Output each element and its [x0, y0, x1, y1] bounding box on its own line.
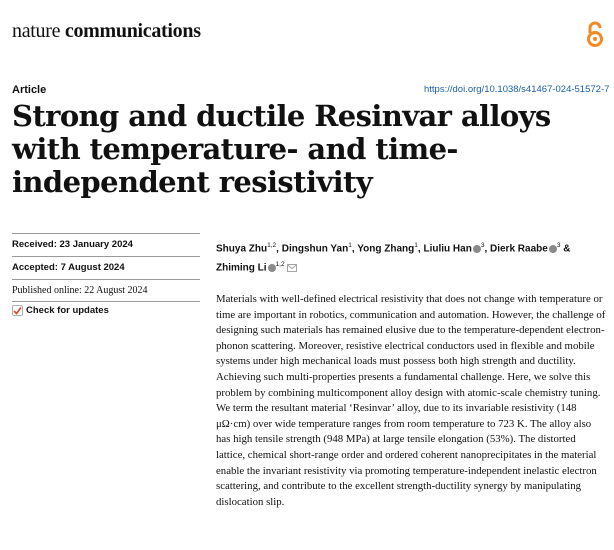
check-for-updates-link[interactable] — [12, 305, 109, 316]
envelope-icon[interactable] — [287, 264, 297, 272]
open-access-lock-icon — [585, 20, 605, 48]
divider — [12, 233, 200, 234]
journal-name-part2: communications — [64, 20, 201, 42]
check-for-updates-icon — [12, 305, 23, 316]
received-date: Received: 23 January 2024 — [12, 239, 133, 250]
orcid-icon[interactable] — [268, 264, 276, 272]
author-separator: , — [351, 243, 355, 255]
divider — [12, 279, 200, 280]
author-affiliation: 1 — [348, 242, 352, 249]
author-separator: , — [484, 243, 488, 255]
author-affiliation: 1,2 — [267, 242, 277, 249]
author-separator: , — [417, 243, 421, 255]
journal-name-part1: nature — [12, 20, 61, 42]
article-type: Article — [12, 84, 47, 96]
author-separator: , — [276, 243, 279, 255]
author-name[interactable]: Dierk Raabe — [490, 243, 548, 255]
orcid-icon[interactable] — [473, 245, 481, 253]
author-list — [216, 238, 596, 277]
published-date: Published online: 22 August 2024 — [12, 285, 148, 296]
author-separator: & — [563, 243, 571, 255]
orcid-icon[interactable] — [549, 245, 557, 253]
author-affiliation: 3 — [556, 242, 561, 249]
doi-link[interactable]: https://doi.org/10.1038/s41467-024-51572-7 — [424, 84, 610, 95]
author-affiliation: 1,2 — [275, 261, 285, 269]
divider — [12, 301, 200, 302]
journal-name — [12, 20, 201, 43]
article-title: Strong and ductile Resinvar alloys with temperature- and time-independent resistivity — [12, 99, 551, 199]
check-for-updates-label: Check for updates — [26, 305, 109, 316]
author-name[interactable]: Zhiming Li — [216, 262, 267, 274]
accepted-date: Accepted: 7 August 2024 — [12, 262, 125, 273]
author-name[interactable]: Shuya Zhu — [216, 243, 268, 255]
abstract: Materials with well-defined electrical resistivity that does not change with temperature or time are important in robotics, communication and automation. However, the challenge of designing such materials has remained elusive due to the temperature-dependent electron-phonon scattering. Moreover, resistive electrical conductors used in flexible and mobile systems under high mechanical loads must possess both high strength and ductility. Achieving such multi-properties presents a fundamental challenge. Here, we solve this problem by combining multicomponent alloy design with atomic-scale chemistry tuning. We term the resultant material ‘Resinvar’ alloy, due to its invariable resistivity (148 μΩ·cm) over wide temperature ranges from room temperature to 723 K. The alloy also has high tensile strength (948 MPa) at large tensile elongation (53%). The distorted lattice, chemical short-range order and ordered coherent nanoprecipitates in the material enable the invariant resistivity via promoting temperature-independent inelastic electron scattering, and contribute to the excellent strength-ductility synergy by manipulating dislocation slip. — [216, 293, 606, 508]
author-name[interactable]: Liuliu Han — [423, 243, 472, 255]
author-name[interactable]: Yong Zhang — [357, 243, 415, 255]
divider — [12, 256, 200, 257]
author-name[interactable]: Dingshun Yan — [281, 243, 349, 255]
author-affiliation: 3 — [480, 242, 485, 249]
author-affiliation: 1 — [414, 242, 418, 249]
